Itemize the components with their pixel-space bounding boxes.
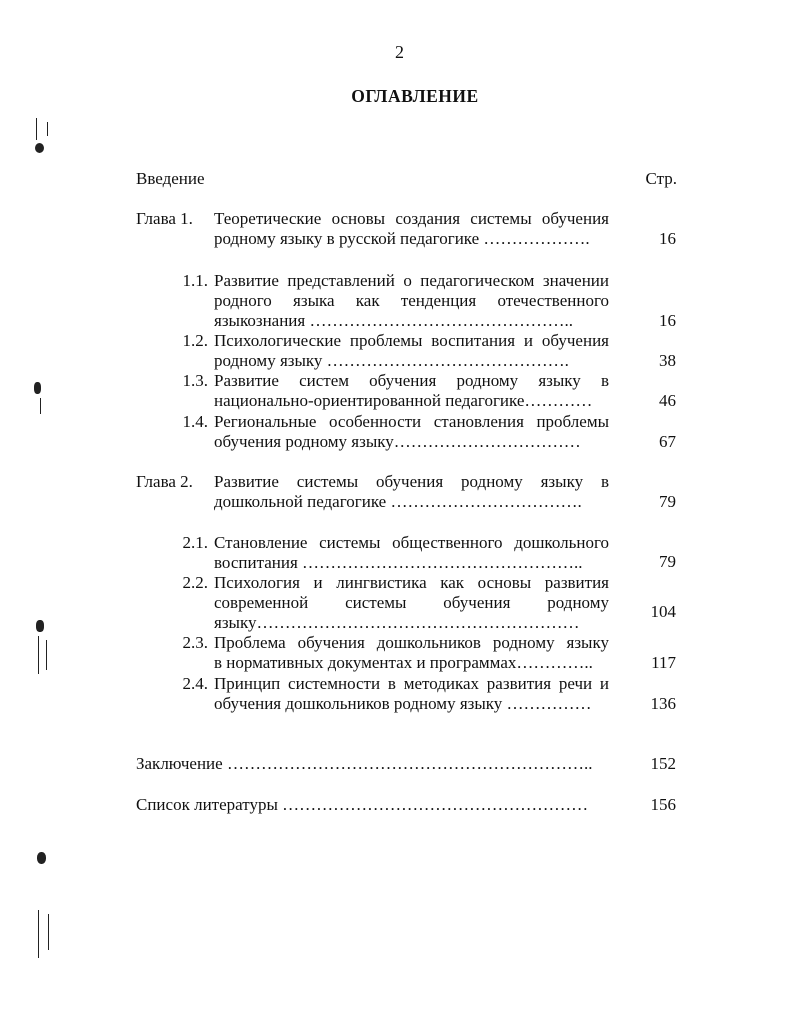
section-title-line: Психология и лингвистика как основы развития (214, 573, 609, 592)
section-title (214, 331, 609, 371)
chapter-title-line: Теоретические основы создания системы обучения (214, 209, 609, 228)
section-number: 2.4. (182, 674, 208, 693)
page-ref: 152 (650, 754, 676, 773)
section-number: 1.1. (182, 271, 208, 290)
section-title-line: обучения родному языку…………………………… (214, 432, 581, 451)
chapter-title-line: родному языку в русской педагогике ………………. (214, 229, 590, 248)
section-title (214, 533, 609, 573)
scan-dot (35, 143, 44, 153)
page-ref: 104 (650, 602, 676, 621)
page-column-label: Стр. (645, 169, 677, 188)
section-title-line: в нормативных документах и программах………….. (214, 653, 593, 672)
scan-mark (48, 914, 49, 950)
section-title-line: Психологические проблемы воспитания и обучения (214, 331, 609, 350)
scan-mark (40, 398, 41, 414)
section-title-line: современной системы обучения родному (214, 593, 609, 612)
section-title-line: языку………………………………………………… (214, 613, 580, 632)
scan-mark (47, 122, 48, 136)
section-title (214, 674, 609, 714)
section-number: 2.2. (182, 573, 208, 592)
page-ref: 16 (659, 311, 676, 330)
section-title-line: национально-ориентированной педагогике………… (214, 391, 593, 410)
conclusion-entry: Заключение ……………………………………………………….. (136, 754, 593, 773)
scan-dot (37, 852, 46, 864)
section-number: 2.1. (182, 533, 208, 552)
section-title-line: Проблема обучения дошкольников родному языку (214, 633, 609, 652)
scan-dot (34, 382, 41, 394)
section-title-line: воспитания ………………………………………….. (214, 553, 583, 572)
scan-mark (36, 118, 37, 140)
chapter-title-line: Развитие системы обучения родному языку в (214, 472, 609, 491)
section-title (214, 271, 609, 331)
page-title: ОГЛАВЛЕНИЕ (351, 86, 479, 106)
page-ref: 79 (659, 552, 676, 571)
section-number: 2.3. (182, 633, 208, 652)
page-number: 2 (395, 42, 404, 62)
section-title (214, 573, 609, 633)
page-ref: 38 (659, 351, 676, 370)
section-title-line: обучения дошкольников родному языку …………… (214, 694, 592, 713)
page-ref: 46 (659, 391, 676, 410)
section-title-line: родному языку ……………………………………. (214, 351, 569, 370)
chapter-label: Глава 1. (136, 209, 193, 228)
chapter-title (214, 209, 609, 249)
section-number: 1.4. (182, 412, 208, 431)
scan-mark (46, 640, 47, 670)
chapter-title (214, 472, 609, 512)
page-ref: 156 (650, 795, 676, 814)
page-ref: 67 (659, 432, 676, 451)
section-title-line: Становление системы общественного дошкольного (214, 533, 609, 552)
section-title (214, 412, 609, 452)
section-title-line: Региональные особенности становления проблемы (214, 412, 609, 431)
page-ref: 16 (659, 229, 676, 248)
section-title (214, 371, 609, 411)
scan-dot (36, 620, 44, 632)
section-title-line: языкознания ……………………………………….. (214, 311, 573, 330)
page-ref: 117 (651, 653, 676, 672)
section-title-line: Принцип системности в методиках развития речи и (214, 674, 609, 693)
chapter-title-line: дошкольной педагогике ……………………………. (214, 492, 582, 511)
section-title-line: Развитие представлений о педагогическом значении (214, 271, 609, 290)
section-title-line: Развитие систем обучения родному языку в (214, 371, 609, 390)
page-ref: 136 (650, 694, 676, 713)
page-ref: 79 (659, 492, 676, 511)
scan-mark (38, 910, 39, 958)
intro-label: Введение (136, 169, 205, 188)
section-title-line: родного языка как тенденция отечественного (214, 291, 609, 310)
bibliography-entry: Список литературы ……………………………………………… (136, 795, 589, 814)
section-title (214, 633, 609, 673)
section-number: 1.3. (182, 371, 208, 390)
chapter-label: Глава 2. (136, 472, 193, 491)
section-number: 1.2. (182, 331, 208, 350)
scan-mark (38, 636, 39, 674)
